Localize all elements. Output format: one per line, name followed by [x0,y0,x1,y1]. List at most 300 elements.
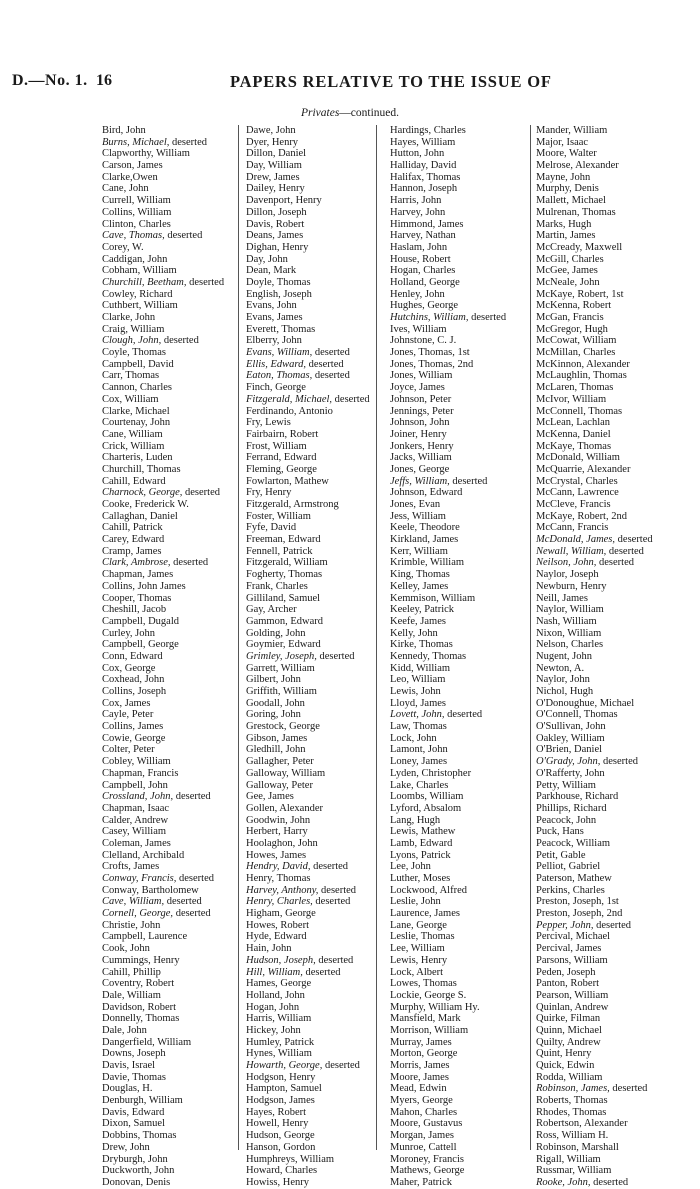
soldier-name: McLaren, Thomas [536,382,614,394]
list-item [102,254,224,266]
soldier-name: Dale, John [102,1024,147,1036]
soldier-name: Bird, John [102,125,146,136]
list-item [536,487,653,499]
status-note: deserted [603,756,638,768]
list-item [390,289,506,301]
soldier-name: Fleming, George [246,463,317,475]
soldier-name: Leslie, John [390,896,441,908]
list-item [390,1107,506,1119]
list-item [536,709,653,721]
soldier-name: Hardings, Charles [390,125,466,136]
soldier-name: Deans, James [246,230,304,242]
status-note: deserted [334,393,370,405]
soldier-name: Nichol, Hugh [536,686,594,697]
soldier-name: Phillips, Richard [536,802,607,814]
list-item [390,394,506,406]
soldier-name: Cheshill, Jacob [102,604,167,616]
soldier-name: Quick, Edwin [536,1060,595,1071]
soldier-name: Downs, Joseph [102,1048,166,1060]
list-item [246,546,370,558]
list-item [390,335,506,347]
soldier-name: Moore, Walter [536,148,597,160]
list-item [102,511,224,523]
soldier-name: Clarke, John [102,312,156,323]
list-item [102,896,224,908]
soldier-name: Lyford, Absalom [390,802,462,814]
soldier-name: McKaye, Thomas [536,440,612,452]
list-item [390,534,506,546]
soldier-name: Dawe, John [246,125,296,136]
list-item [390,1048,506,1060]
soldier-name: Hynes, William [246,1048,312,1060]
soldier-name: Cahill, Edward [102,475,166,487]
soldier-name: Gollen, Alexander [246,802,323,814]
list-item [390,359,506,371]
list-item [390,639,506,651]
list-item [246,1072,370,1084]
soldier-name: Lewis, Henry [390,954,448,966]
soldier-name: Elberry, John [246,335,302,347]
soldier-name: Davis, Robert [246,218,305,230]
soldier-name: Gammon, Edward [246,615,323,627]
soldier-name: Jeffs, William, [390,475,450,487]
list-item [246,768,370,780]
soldier-name: Hain, John [246,943,292,955]
list-item [102,744,224,756]
soldier-name: Goodall, John [246,697,305,709]
list-item [390,464,506,476]
soldier-name: Halifax, Thomas [390,171,461,183]
soldier-name: Chapman, Francis [102,767,179,779]
list-item [390,522,506,534]
soldier-name: O'Donoughue, Michael [536,697,635,709]
list-item [390,487,506,499]
list-item [102,791,224,803]
soldier-name: Dighan, Henry [246,241,309,253]
soldier-name: O'Brien, Daniel [536,744,603,756]
soldier-name: Hogan, John [246,1001,300,1013]
list-item [536,557,653,569]
soldier-name: Day, John [246,253,288,265]
list-item [102,1060,224,1072]
list-item [536,651,653,663]
soldier-name: Mathews, George [390,1165,465,1177]
soldier-name: Cobham, William [102,265,177,277]
list-item [536,733,653,745]
list-item [536,335,653,347]
soldier-name: Kerr, William [390,545,448,557]
soldier-name: Peacock, William [536,837,611,849]
list-item [536,1107,653,1119]
soldier-name: Hutchins, William, [390,312,469,323]
soldier-name: Jacks, William [390,452,452,464]
list-item [536,452,653,464]
soldier-name: Cave, Thomas, [102,230,165,242]
soldier-name: Collins, William [102,206,172,218]
list-item [246,1037,370,1049]
soldier-name: Marks, Hugh [536,218,592,230]
soldier-name: Carson, James [102,160,163,172]
list-item [102,289,224,301]
soldier-name: Kirkland, James [390,534,459,546]
soldier-name: Goodwin, John [246,814,311,826]
soldier-name: Courtenay, John [102,417,171,429]
soldier-name: Cowie, George [102,732,166,744]
soldier-name: Caddigan, John [102,253,168,265]
list-item [102,359,224,371]
soldier-name: Harris, William [246,1013,312,1025]
list-item [246,1107,370,1119]
list-item [390,791,506,803]
soldier-name: Lyons, Patrick [390,849,451,861]
soldier-name: Puck, Hans [536,826,584,838]
soldier-name: Lewis, John [390,686,441,697]
list-item [246,709,370,721]
soldier-name: Conn, Edward [102,650,163,662]
list-item [102,1025,224,1037]
status-note: deserted [305,966,341,978]
list-item [390,148,506,160]
soldier-name: Rigall, William [536,1153,601,1165]
list-item [246,476,370,488]
list-item [102,487,224,499]
soldier-name: Harvey, Anthony, [246,884,319,896]
soldier-name: Goring, John [246,709,301,721]
soldier-name: Fyfe, David [246,522,297,534]
list-item [246,593,370,605]
soldier-name: Jones, Thomas, 1st [390,347,470,359]
list-item [102,172,224,184]
soldier-name: Henry, Charles, [246,896,313,908]
list-item [390,370,506,382]
soldier-name: Duckworth, John [102,1165,175,1177]
status-note: deserted [315,896,351,908]
status-note: deserted [175,791,211,803]
list-item [246,511,370,523]
status-note: deserted [608,545,644,557]
list-item [246,137,370,149]
soldier-name: Coventry, Robert [102,978,175,990]
soldier-name: O'Grady, John, [536,756,601,768]
list-item [536,300,653,312]
soldier-name: Cooper, Thomas [102,592,172,604]
soldier-name: Fitzgerald, Michael, [246,393,333,405]
soldier-name: Douglas, H. [102,1083,153,1095]
soldier-name: Hayes, William [390,136,456,148]
soldier-name: Martin, James [536,230,596,242]
list-item [246,698,370,710]
list-item [536,254,653,266]
soldier-name: Lock, Albert [390,966,444,978]
list-item [390,721,506,733]
soldier-name: Crossland, John, [102,791,174,803]
status-note: deserted [596,919,632,931]
soldier-name: Crofts, James [102,861,160,873]
soldier-name: Hutton, John [390,148,445,160]
soldier-name: Gledhill, John [246,744,306,756]
soldier-name: Newburn, Henry [536,580,607,592]
list-item [102,382,224,394]
list-item [102,242,224,254]
list-item [536,312,653,324]
soldier-name: Ferdinando, Antonio [246,405,333,417]
list-item [536,347,653,359]
soldier-name: Callaghan, Daniel [102,510,178,522]
soldier-name: Fry, Lewis [246,417,291,429]
soldier-name: Jones, William [390,370,453,382]
list-item [246,850,370,862]
soldier-name: Howarth, George, [246,1060,323,1071]
list-item [102,955,224,967]
soldier-name: McIvor, William [536,393,607,405]
list-item [102,908,224,920]
soldier-name: Pepper, John, [536,919,594,931]
soldier-name: Rodda, William [536,1071,603,1083]
list-item [390,1177,506,1189]
list-item [102,207,224,219]
soldier-name: Percival, Michael [536,931,611,943]
soldier-name: Howell, Henry [246,1118,309,1130]
list-item [246,557,370,569]
list-item [536,861,653,873]
list-item [390,569,506,581]
soldier-name: Goymier, Edward [246,639,321,651]
soldier-name: Munroe, Cattell [390,1141,457,1153]
soldier-name: Robinson, Marshall [536,1141,619,1153]
soldier-name: Charteris, Luden [102,452,173,464]
list-item [246,1142,370,1154]
soldier-name: Lake, Charles [390,779,449,791]
soldier-name: Churchill, Thomas [102,463,181,475]
list-item [246,183,370,195]
soldier-name: Dyer, Henry [246,136,299,148]
list-item [246,826,370,838]
list-item [246,1025,370,1037]
status-note: deserted [314,347,350,359]
soldier-name: Harris, John [390,195,442,207]
name-column-4 [536,125,653,1189]
soldier-name: McDonald, James, [536,534,616,546]
soldier-name: Hudson, George [246,1130,315,1142]
soldier-name: McGill, Charles [536,253,604,265]
list-item [246,1118,370,1130]
soldier-name: Clapworthy, William [102,148,190,160]
soldier-name: Cayle, Peter [102,709,154,721]
list-item [246,861,370,873]
soldier-name: Conway, Francis, [102,873,177,884]
soldier-name: Mahon, Charles [390,1106,458,1118]
list-item [536,826,653,838]
status-note: deserted [617,534,653,546]
document-number: D.—No. 1. [12,72,88,89]
list-item [536,289,653,301]
soldier-name: McKinnon, Alexander [536,358,630,370]
soldier-name: Lee, John [390,861,431,873]
status-note: deserted [593,1176,629,1188]
list-item [390,254,506,266]
soldier-name: Hudson, Joseph, [246,954,316,966]
list-item [246,885,370,897]
soldier-name: Davis, Edward [102,1106,165,1118]
list-item [102,300,224,312]
page-number: 16 [96,72,112,89]
list-item [536,359,653,371]
soldier-name: English, Joseph [246,288,312,300]
soldier-name: Dobbins, Thomas [102,1130,177,1142]
soldier-name: Pearson, William [536,989,609,1001]
soldier-name: Mander, William [536,125,608,136]
soldier-name: Henley, John [390,288,445,300]
soldier-name: Day, William [246,160,302,172]
list-item [390,382,506,394]
soldier-name: McCann, Lawrence [536,487,619,499]
list-item [102,148,224,160]
list-item [102,709,224,721]
soldier-name: Collins, Joseph [102,686,167,697]
soldier-name: Colter, Peter [102,744,155,756]
soldier-name: Cobley, William [102,756,171,768]
list-item [536,1072,653,1084]
list-item [102,1107,224,1119]
list-item [390,663,506,675]
soldier-name: Peden, Joseph [536,966,596,978]
list-item [246,347,370,359]
soldier-name: Lowes, Thomas [390,978,457,990]
list-item [536,1002,653,1014]
soldier-name: Clarke,Owen [102,171,158,183]
soldier-name: Burns, Michael, [102,136,170,148]
list-item [102,768,224,780]
soldier-name: McLaughlin, Thomas [536,370,627,382]
list-item [536,476,653,488]
soldier-name: Major, Isaac [536,136,589,148]
list-item [390,604,506,616]
page-title: PAPERS RELATIVE TO THE ISSUE OF [230,72,552,91]
soldier-name: Davis, Israel [102,1060,156,1071]
list-item [102,499,224,511]
list-item [390,885,506,897]
soldier-name: Moore, Gustavus [390,1118,463,1130]
list-item [102,780,224,792]
soldier-name: Hughes, George [390,300,459,312]
list-item [536,744,653,756]
list-item [390,1025,506,1037]
list-item [246,394,370,406]
list-item [536,663,653,675]
soldier-name: Quinn, Michael [536,1024,602,1036]
list-item [536,791,653,803]
soldier-name: Golding, John [246,627,306,639]
list-item [246,207,370,219]
list-item [246,312,370,324]
list-item [536,172,653,184]
list-item [102,990,224,1002]
list-item [536,406,653,418]
soldier-name: Peacock, John [536,814,597,826]
list-item [102,277,224,289]
soldier-name: Holland, George [390,276,460,288]
list-item [536,896,653,908]
list-item [246,195,370,207]
soldier-name: Kennedy, Thomas [390,650,467,662]
list-item [390,511,506,523]
list-item [102,370,224,382]
list-item [390,733,506,745]
list-item [536,803,653,815]
soldier-name: Fitzgerald, William [246,557,328,569]
list-item [246,534,370,546]
soldier-name: Lamb, Edward [390,837,453,849]
list-item [102,815,224,827]
list-item [102,476,224,488]
list-item [390,277,506,289]
soldier-name: O'Sullivan, John [536,721,606,733]
soldier-name: Mead, Edwin [390,1083,447,1095]
soldier-name: Ellis, Edward, [246,358,306,370]
soldier-name: Halliday, David [390,160,457,172]
soldier-name: Naylor, John [536,674,590,686]
soldier-name: Naylor, Joseph [536,569,599,581]
list-item [246,1165,370,1177]
list-item [536,698,653,710]
list-item [246,1048,370,1060]
list-item [102,873,224,885]
list-item [536,955,653,967]
soldier-name: Hanson, Gordon [246,1141,316,1153]
soldier-name: Clark, Ambrose, [102,557,171,569]
soldier-name: Currell, William [102,195,171,207]
list-item [246,604,370,616]
soldier-name: O'Connell, Thomas [536,709,618,721]
list-item [536,1013,653,1025]
list-item [536,230,653,242]
list-item [536,768,653,780]
soldier-name: Cahill, Patrick [102,522,163,534]
soldier-name: Fennell, Patrick [246,545,313,557]
soldier-name: Petit, Gable [536,849,586,861]
list-item [536,429,653,441]
list-item [102,1165,224,1177]
list-item [102,417,224,429]
list-item [390,1095,506,1107]
soldier-name: McGregor, Hugh [536,323,608,335]
list-item [102,324,224,336]
soldier-name: Gilliland, Samuel [246,592,321,604]
list-item [102,219,224,231]
list-item [246,955,370,967]
soldier-name: Lamont, John [390,744,448,756]
list-item [536,546,653,558]
soldier-name: Perkins, Charles [536,884,605,896]
list-item [246,639,370,651]
list-item [246,148,370,160]
list-item [390,137,506,149]
soldier-name: Cox, James [102,697,151,709]
list-item [246,581,370,593]
list-item [246,359,370,371]
list-item [102,452,224,464]
soldier-name: Panton, Robert [536,978,599,990]
list-item [390,183,506,195]
list-item [536,1142,653,1154]
soldier-name: Cahill, Phillip [102,966,161,978]
list-item [246,277,370,289]
list-item [536,569,653,581]
soldier-name: Clelland, Archibald [102,849,185,861]
soldier-name: Eaton, Thomas, [246,370,313,382]
list-item [390,709,506,721]
status-note: deserted [319,650,355,662]
